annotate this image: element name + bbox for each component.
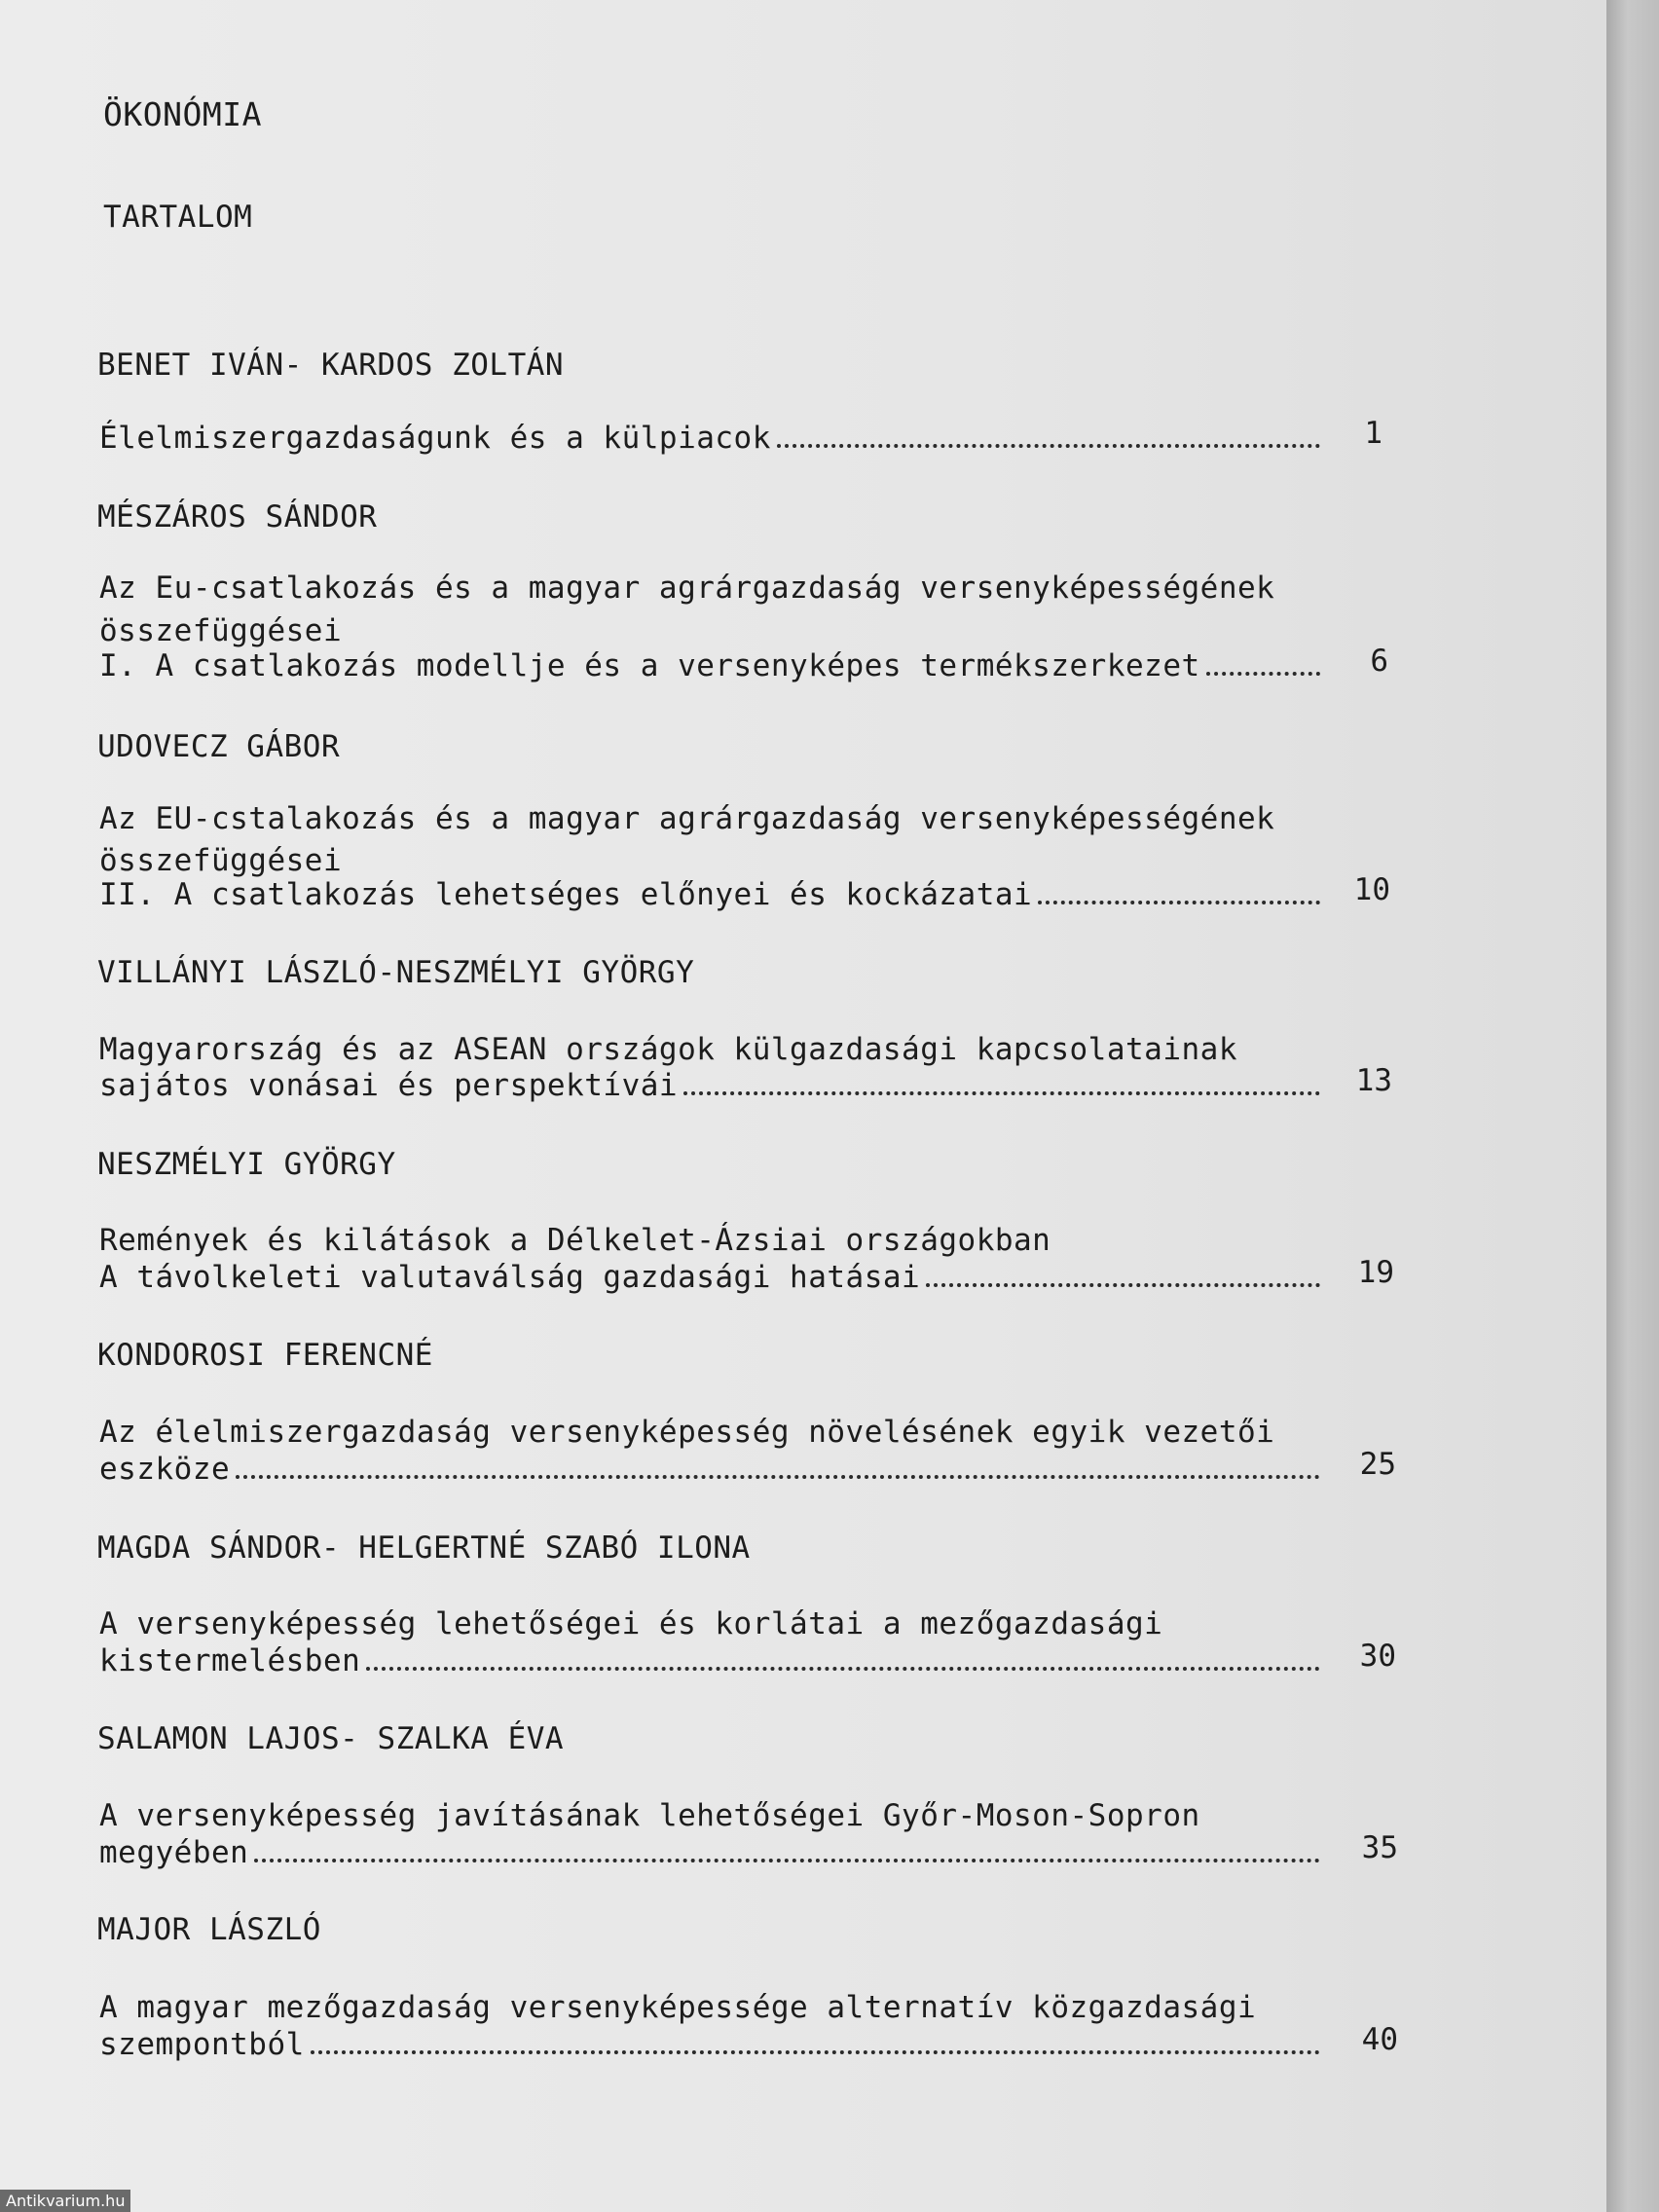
- toc-title-line: [99, 1452, 1326, 1487]
- page-edge: [1606, 0, 1659, 2212]
- toc-page-number: 19: [1357, 1255, 1394, 1290]
- toc-title-text: I. A csatlakozás modellje és a versenyképes termékszerkezet: [99, 648, 1200, 683]
- toc-title-line: [99, 1260, 1326, 1295]
- toc-title-line: Magyarország és az ASEAN országok külgazdasági kapcsolatainak: [99, 1032, 1237, 1067]
- toc-title-line: [99, 877, 1326, 912]
- toc-page-number: 10: [1353, 872, 1390, 907]
- dot-leader: [311, 2050, 1320, 2054]
- toc-title-text: II. A csatlakozás lehetséges előnyei és kockázatai: [99, 877, 1033, 912]
- toc-title-line: Az EU-cstalakozás és a magyar agrárgazdaság versenyképességének: [99, 801, 1275, 836]
- toc-page-number: 6: [1370, 644, 1388, 679]
- toc-title-line: A versenyképesség lehetőségei és korlátai a mezőgazdasági: [99, 1606, 1163, 1641]
- toc-author: MAGDA SÁNDOR- HELGERTNÉ SZABÓ ILONA: [97, 1530, 751, 1566]
- toc-author: UDOVECZ GÁBOR: [97, 729, 341, 764]
- toc-title-text: A távolkeleti valutaválság gazdasági hatásai: [99, 1260, 921, 1295]
- toc-page-number: 13: [1355, 1063, 1392, 1098]
- toc-page-number: 40: [1361, 2022, 1398, 2057]
- toc-title-text: kistermelésben: [99, 1643, 361, 1678]
- toc-title-line: összefüggései: [99, 843, 343, 878]
- dot-leader: [1206, 672, 1320, 676]
- toc-author: MAJOR LÁSZLÓ: [97, 1912, 321, 1947]
- contents-heading: TARTALOM: [103, 200, 253, 235]
- dot-leader: [926, 1283, 1320, 1287]
- toc-title-text: megyében: [99, 1835, 249, 1870]
- toc-page-number: 1: [1364, 416, 1382, 451]
- dot-leader: [366, 1667, 1320, 1671]
- toc-author: KONDOROSI FERENCNÉ: [97, 1338, 433, 1373]
- journal-title: ÖKONÓMIA: [103, 95, 262, 133]
- toc-title-text: eszköze: [99, 1452, 231, 1487]
- toc-title-text: szempontból: [99, 2027, 305, 2062]
- toc-title-line: [99, 1068, 1326, 1103]
- toc-title-line: Az Eu-csatlakozás és a magyar agrárgazdaság versenyképességének: [99, 571, 1275, 606]
- toc-page-number: 25: [1359, 1447, 1396, 1482]
- toc-title-text: Élelmiszergazdaságunk és a külpiacok: [99, 421, 771, 456]
- toc-author: SALAMON LAJOS- SZALKA ÉVA: [97, 1721, 565, 1756]
- toc-author: BENET IVÁN- KARDOS ZOLTÁN: [97, 348, 565, 383]
- toc-title-line: A magyar mezőgazdaság versenyképessége alternatív közgazdasági: [99, 1990, 1257, 2025]
- toc-title-line: [99, 2027, 1326, 2062]
- toc-title-line: Remények és kilátások a Délkelet-Ázsiai országokban: [99, 1223, 1051, 1258]
- watermark: Antikvarium.hu: [0, 2190, 130, 2212]
- toc-page-number: 30: [1359, 1639, 1396, 1674]
- toc-title-text: sajátos vonásai és perspektívái: [99, 1068, 679, 1103]
- dot-leader: [1038, 901, 1320, 904]
- toc-title-line: [99, 1643, 1326, 1678]
- toc-author: NESZMÉLYI GYÖRGY: [97, 1147, 396, 1182]
- toc-author: MÉSZÁROS SÁNDOR: [97, 499, 378, 535]
- toc-title-line: [99, 1835, 1326, 1870]
- dot-leader: [254, 1859, 1320, 1862]
- toc-title-line: [99, 421, 1326, 456]
- toc-page-number: 35: [1361, 1830, 1398, 1865]
- toc-title-line: Az élelmiszergazdaság versenyképesség növelésének egyik vezetői: [99, 1415, 1275, 1450]
- toc-title-line: [99, 648, 1326, 683]
- toc-author: VILLÁNYI LÁSZLÓ-NESZMÉLYI GYÖRGY: [97, 955, 695, 990]
- dot-leader: [683, 1091, 1320, 1095]
- dot-leader: [236, 1475, 1320, 1479]
- toc-title-line: összefüggései: [99, 613, 343, 648]
- toc-title-line: A versenyképesség javításának lehetőségei Győr-Moson-Sopron: [99, 1798, 1200, 1833]
- dot-leader: [777, 444, 1320, 448]
